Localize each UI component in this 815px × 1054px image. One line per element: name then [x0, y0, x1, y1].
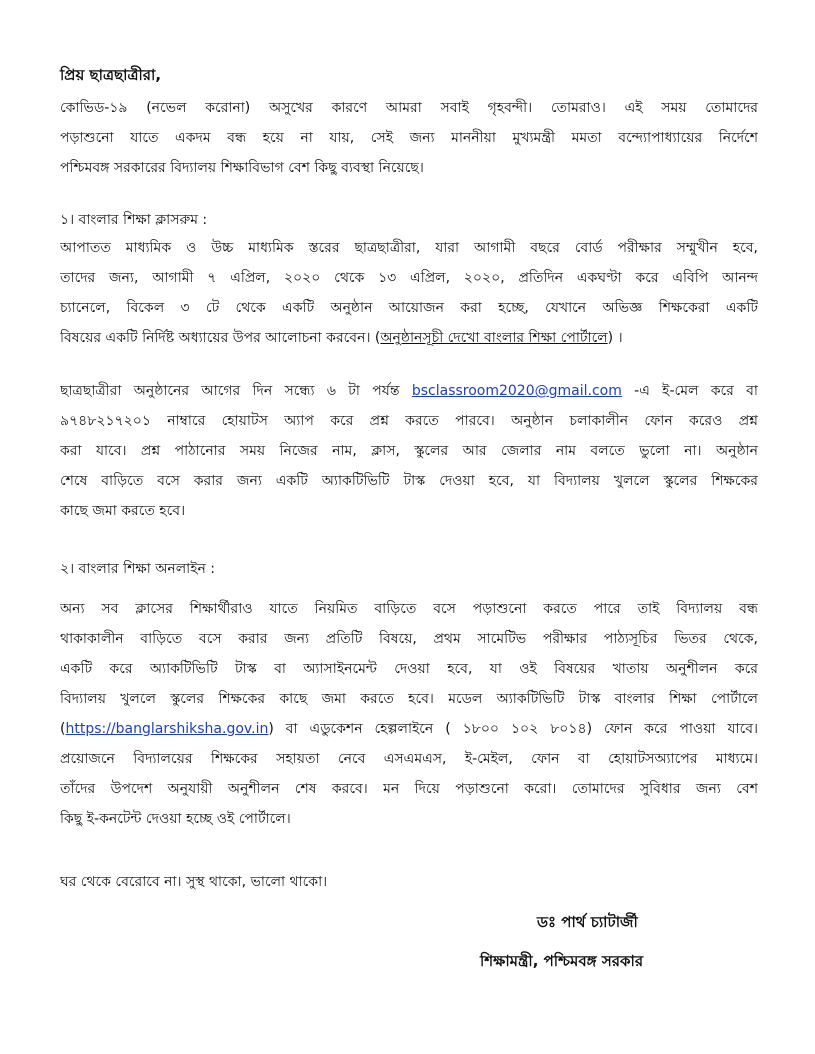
contact-text-after: -এ ই-মেল করে বা: [621, 383, 758, 399]
signatory-title: শিক্ষামন্ত্রী, পশ্চিমবঙ্গ সরকার: [480, 952, 644, 970]
section1-line: শেষে বাড়িতে বসে করার জন্য একটি অ্যাকটিভিটি টাস্ক দেওয়া হবে, যা বিদ্যালয় খুললে স্কুলের শিক্ষকের: [60, 473, 758, 489]
intro-paragraph: [60, 93, 758, 183]
helpline-text: ) বা এডুকেশন হেল্পলাইনে ( ১৮০০ ১০২ ৮০১৪) ফোন করে পাওয়া যাবে।: [268, 721, 758, 737]
portal-link[interactable]: https://banglarshiksha.gov.in: [65, 721, 269, 737]
section2-heading: ২। বাংলার শিক্ষা অনলাইন :: [60, 561, 215, 577]
section2-line: থাকাকালীন বাড়িতে বসে করার জন্য প্রতিটি বিষয়ে, প্রথম সামেটিভ পরীক্ষার পাঠ্যসূচির ভিতর থেকে,: [60, 631, 758, 647]
section2-line: তাঁদের উপদেশ অনুযায়ী অনুশীলন শেষ করবে। মন দিয়ে পড়াশুনো করো। তোমাদের সুবিধার জন্য বেশ: [60, 781, 758, 797]
section1-line: করা যাবে। প্রশ্ন পাঠানোর সময় নিজের নাম, ক্লাস, স্কুলের আর জেলার নাম বলতে ভুলো না। অনুষ্ঠান: [60, 443, 758, 459]
email-link[interactable]: bsclassroom2020@gmail.com: [411, 383, 622, 399]
section2-portal-line: [60, 714, 758, 744]
contact-text-before: ছাত্রছাত্রীরা অনুষ্ঠানের আগের দিন সন্ধ্যে ৬ টা পর্যন্ত: [60, 383, 412, 399]
section2-line: প্রয়োজনে বিদ্যালয়ের শিক্ষকের সহায়তা নেবে এসএমএস, ই-মেইল, ফোন বা হোয়াটসঅ্যাপের মাধ্যমে।: [60, 751, 758, 767]
section1-paragraph1: [60, 233, 758, 353]
section2-paragraph: [60, 594, 758, 834]
closing-line: ঘর থেকে বেরোবে না। সুস্থ থাকো, ভালো থাকো।: [60, 874, 328, 890]
intro-line: কোভিড-১৯ (নভেল করোনা) অসুখের কারণে আমরা সবাই গৃহবন্দী। তোমরাও। এই সময় তোমাদের: [60, 100, 758, 116]
section1-line: ৯৭৪৮২১৭২০১ নাম্বারে হোয়াটস অ্যাপ করে প্রশ্ন করতে পারবে। অনুষ্ঠান চলাকালীন ফোন করেও প্রশ্ন: [60, 413, 758, 429]
section1-line: কাছে জমা করতে হবে।: [60, 503, 186, 519]
section2-line: অন্য সব ক্লাসের শিক্ষার্থীরাও যাতে নিয়মিত বাড়িতে বসে পড়াশুনো করতে পারে তাই বিদ্যালয় বন্ধ: [60, 601, 758, 617]
schedule-link[interactable]: অনুষ্ঠানসূচী দেখো বাংলার শিক্ষা পোর্টালে: [380, 330, 608, 346]
section2-line: কিছু ই-কনটেন্ট দেওয়া হচ্ছে ওই পোর্টালে।: [60, 811, 291, 827]
signatory-name: ডঃ পার্থ চ্যাটার্জী: [537, 913, 638, 931]
section1-line-with-link: [60, 323, 758, 353]
intro-line: পশ্চিমবঙ্গ সরকারের বিদ্যালয় শিক্ষাবিভাগ বেশ কিছু ব্যবস্থা নিয়েছে।: [60, 160, 424, 176]
section1-heading: ১। বাংলার শিক্ষা ক্লাসরুম :: [60, 212, 208, 228]
section1-last-text: বিষয়ের একটি নির্দিষ্ট অধ্যায়ের উপর আলোচনা করবেন।: [60, 330, 375, 346]
schedule-link-close: ) ।: [607, 330, 623, 346]
section1-line: তাদের জন্য, আগামী ৭ এপ্রিল, ২০২০ থেকে ১৩ এপ্রিল, ২০২০, প্রতিদিন একঘণ্টা করে এবিপি আনন্দ: [60, 270, 758, 286]
section1-line: আপাতত মাধ্যমিক ও উচ্চ মাধ্যমিক স্তরের ছাত্রছাত্রীরা, যারা আগামী বছরে বোর্ড পরীক্ষার সম্মুখীন হবে,: [60, 240, 758, 256]
salutation: প্রিয় ছাত্রছাত্রীরা,: [60, 66, 162, 84]
portal-open: (: [60, 721, 66, 737]
schedule-link-open: (: [374, 330, 381, 346]
section1-contact-line: [60, 376, 758, 406]
section1-paragraph2: [60, 376, 758, 526]
intro-line: পড়াশুনো যাতে একদম বন্ধ হয়ে না যায়, সেই জন্য মাননীয়া মুখ্যমন্ত্রী মমতা বন্দ্যোপাধ্যায়ের নির্দেশে: [60, 130, 758, 146]
section2-line: একটি করে অ্যাকটিভিটি টাস্ক বা অ্যাসাইনমেন্ট দেওয়া হবে, যা ওই বিষয়ের খাতায় অনুশীলন করে: [60, 661, 758, 677]
section1-line: চ্যানেলে, বিকেল ৩ টে থেকে একটি অনুষ্ঠান আয়োজন করা হচ্ছে, যেখানে অভিজ্ঞ শিক্ষকেরা একটি: [60, 300, 758, 316]
section2-line: বিদ্যালয় খুললে স্কুলের শিক্ষকের কাছে জমা করতে হবে। মডেল অ্যাকটিভিটি টাস্ক বাংলার শিক্ষা পোর্টালে: [60, 691, 758, 707]
